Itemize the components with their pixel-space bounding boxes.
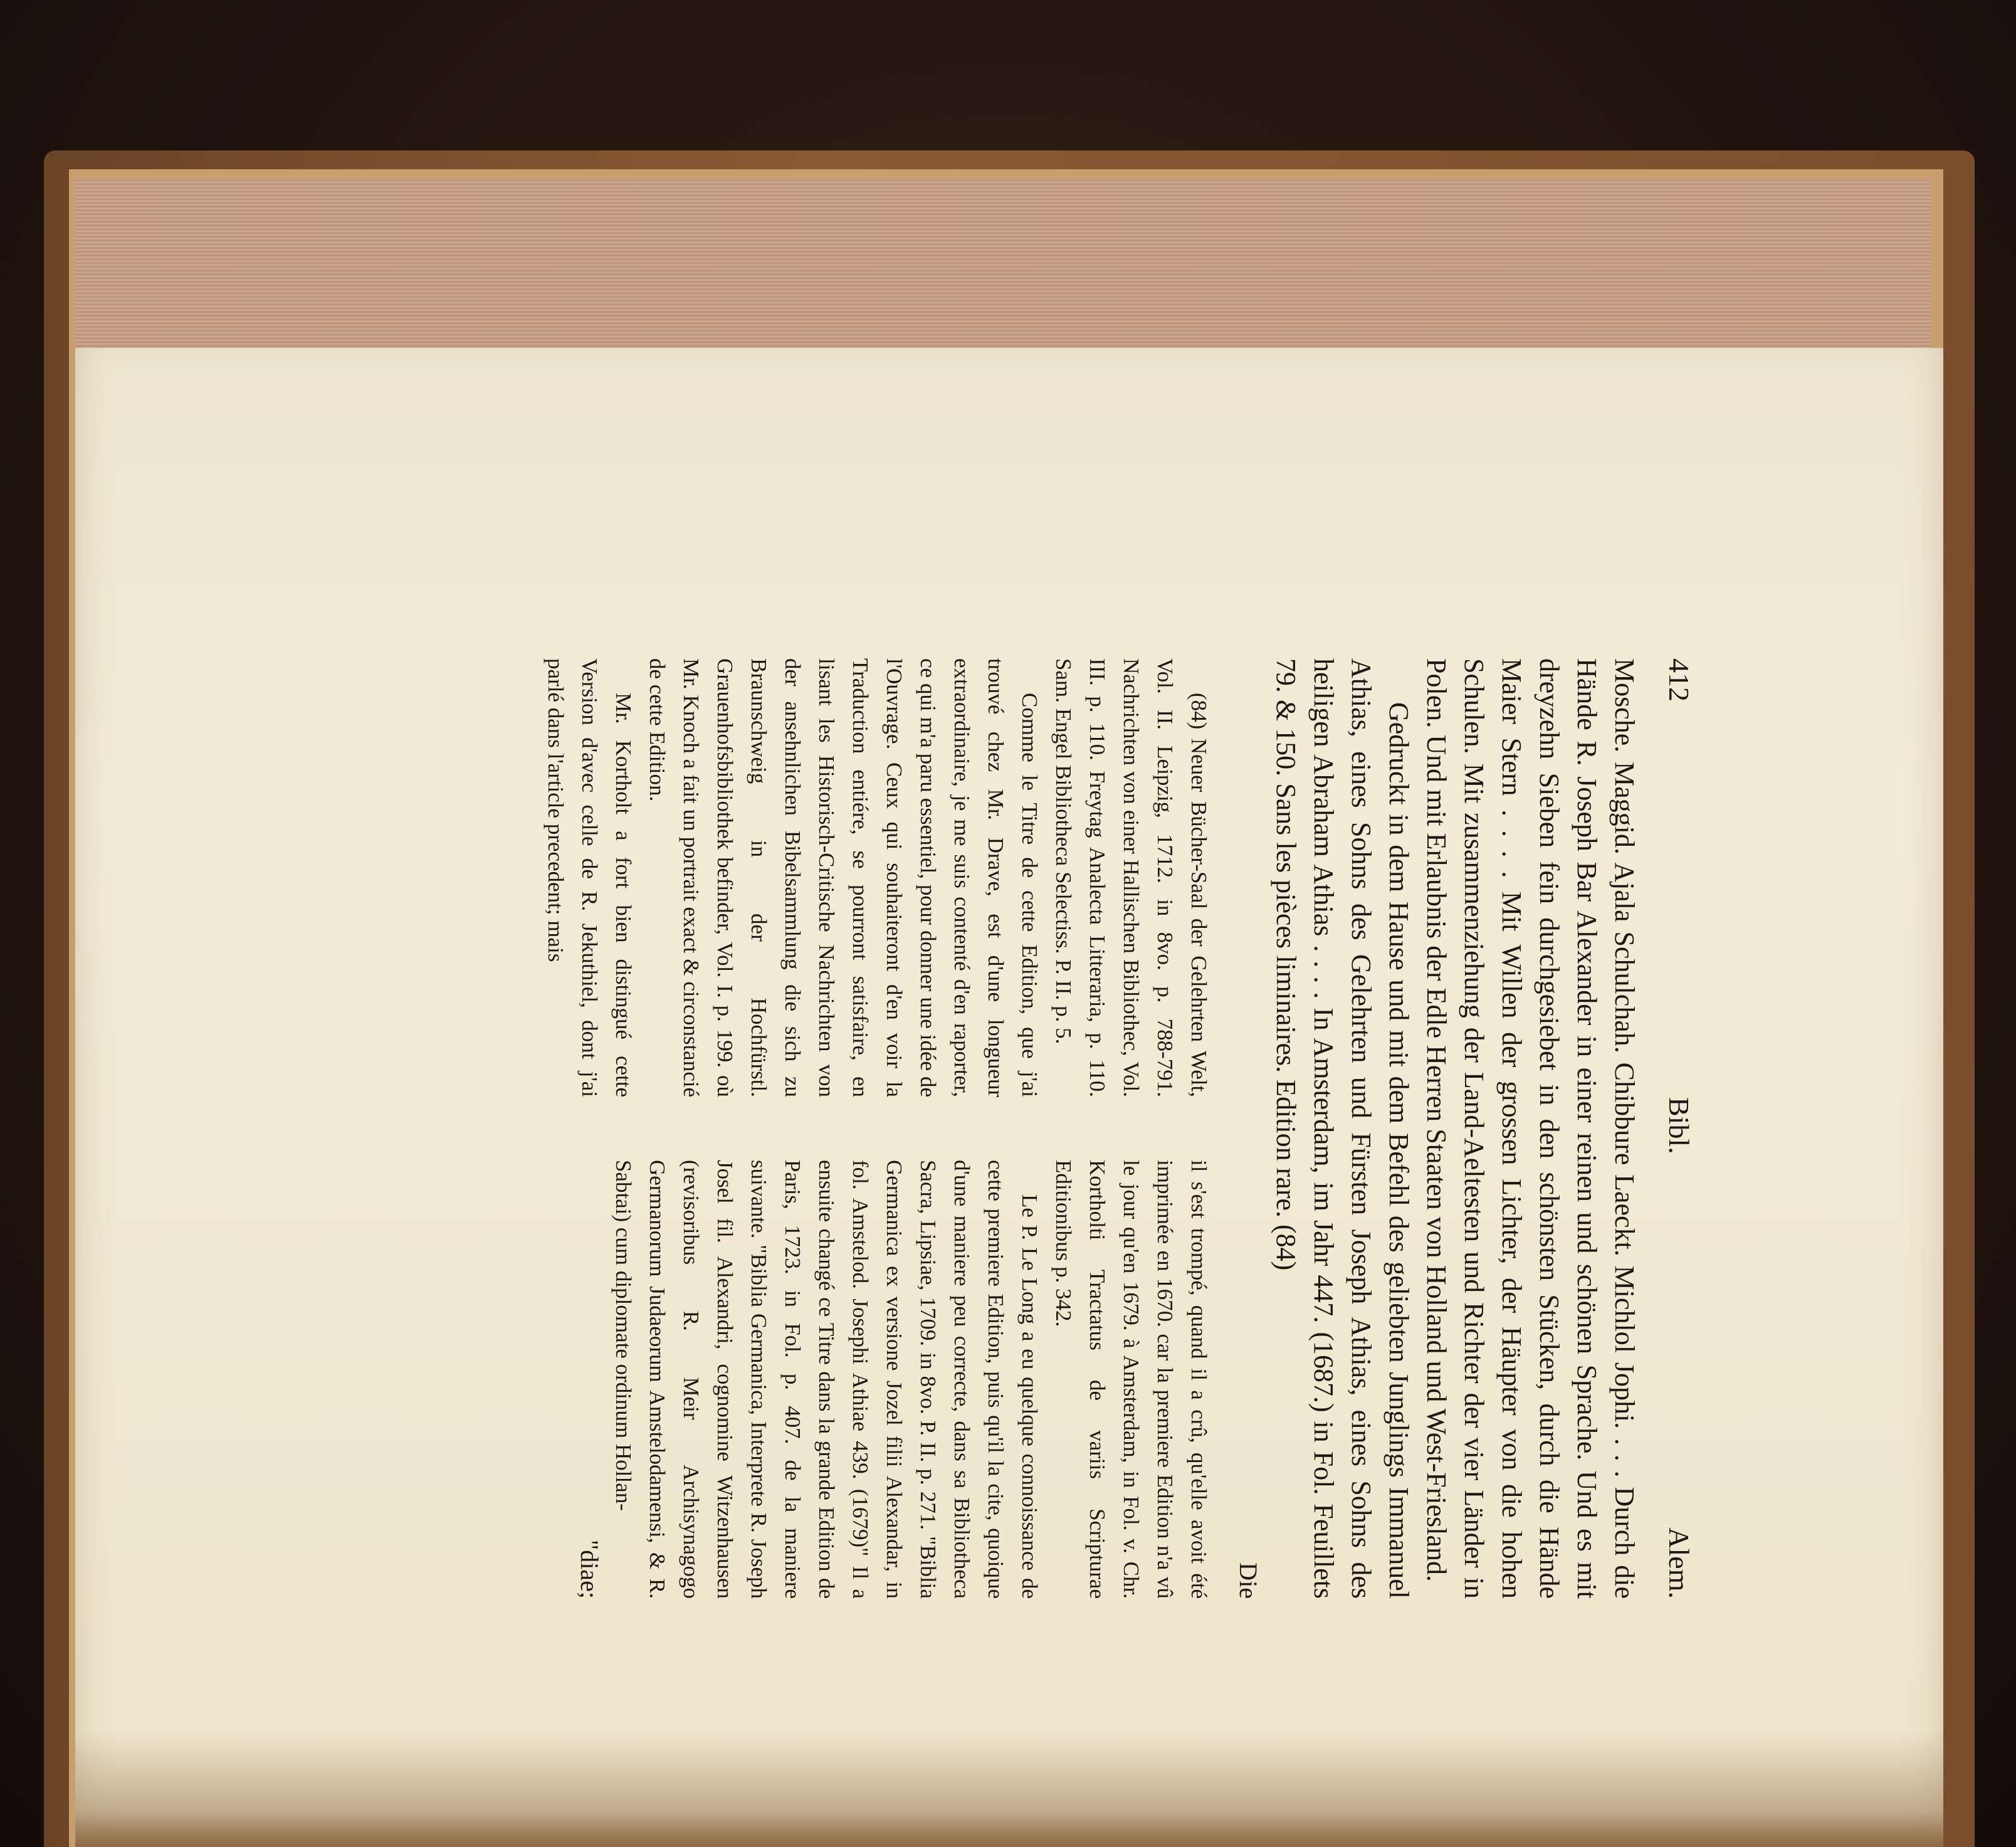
catchword-row bbox=[569, 1160, 606, 1599]
page-text-block bbox=[411, 658, 1696, 1599]
running-head-right: Alem. bbox=[1663, 1527, 1695, 1599]
page-gutter bbox=[75, 1730, 1943, 1847]
right-column bbox=[538, 1160, 1215, 1599]
catchword: "diae; bbox=[575, 1539, 604, 1599]
running-header bbox=[1652, 658, 1696, 1599]
running-head-center: Bibl. bbox=[1663, 1097, 1695, 1154]
page-edges bbox=[75, 179, 1931, 350]
column-paragraph: Comme le Titre de cette Edition, que j'ai trouvé chez Mr. Drave, est d'une longueur extraordinaire, je me suis contenté d'en raporter, ce qui m'a paru essentiel, pour donner une idée de l'Ouvrage. Ceux qui souhaiteront d'en voir la Traduction entiére, se pourront satisfaire, en lisant les Historisch-Critische Nachrichten von der ansehnlichen Bibelsammlung die sich zu Braunschweig in der Hochfürstl. Grauenhofsbibliothek befinder, Vol. I. p. 199. où Mr. Knoch a fait un portrait exact & circonstancié de cette Edition. bbox=[645, 658, 1042, 1097]
page-number: 412 bbox=[1663, 658, 1695, 702]
main-paragraph: Mosche. Maggid. Ajala Schulchah. Chibbure Laeckt. Michlol Jophi. . . . Durch die Hände R. Joseph Bar Alexander in einer reinen und schönen Sprache. Und es mit dreyzehn Sieben fein durchgesiebet in den schönsten Stücken, durch die Hände Maier Stern . . . . Mit Willen der grossen Lichter, der Häupter von die hohen Schulen. Mit zusammenziehung der Land-Aeltesten und Richter der vier Länder in Polen. Und mit Erlaubnis der Edle Herren Staaten von Holland und West-Friesland. bbox=[1421, 658, 1640, 1599]
footnote: (84) Neuer Bücher-Saal der Gelehrten Welt, Vol. II. Leipzig, 1712. in 8vo. p. 788-791. Nachrichten von einer Hallischen Bibliothec, Vol. III. p. 110. Freytag Analecta Litteraria, p. 110. Sam. Engel Bibliotheca Selectiss. P. II. p. 5. bbox=[1051, 658, 1211, 1097]
main-text bbox=[1229, 658, 1643, 1599]
left-column bbox=[538, 658, 1215, 1097]
two-columns bbox=[538, 658, 1215, 1599]
main-paragraph: Gedruckt in dem Hause und mit dem Befehl des geliebten Junglings Immanuel Athias, eines Sohns des Gelehrten und Fürsten Joseph Athias, eines Sohns des heiligen Abraham Athias . . . . In Amsterdam, im Jahr 447. (1687.) in Fol. Feuillets 79. & 150. Sans les pièces liminaires. Edition rare. (84) bbox=[1271, 658, 1414, 1599]
column-paragraph: Mr. Kortholt a fort bien distingué cette Version d'avec celle de R. Jekuthiel, dont j'ai parlé dans l'article precedent; mais bbox=[543, 658, 636, 1097]
catchword-main-row bbox=[1229, 658, 1267, 1599]
column-paragraph: Le P. Le Long a eu quelque connoissance de cette premiere Edition, puis qu'il la cite, quoique d'une maniere peu correcte, dans sa Bibliotheca Sacra, Lipsiae, 1709. in 8vo. P. II. p. 271. "Biblia Germanica ex versione Jozel filii Alexandar, in fol. Amstelod. Josephi Athiae 439. (1679)" Il a ensuite changé ce Titre dans la grande Edition de Paris, 1723. in Fol. p. 407. de la maniere suivante. "Biblia Germanica, Interprete R. Joseph Josel fil. Alexandri, cognomine Witzenhausen (revisoribus R. Meir Archisynagogo Germanorum Judaeorum Amstelodamensi, & R. Sabtai) cum diplomate ordinum Hollan- bbox=[611, 1160, 1042, 1599]
catchword-main: Die bbox=[1234, 1562, 1263, 1599]
column-paragraph: il s'est trompé, quand il a crû, qu'elle avoit été imprimée en 1670. car la premiere Edition n'a vû le jour qu'en 1679. à Amsterdam, in Fol. v. Chr. Kortholti Tractatus de variis Scripturae Editionibus p. 342. bbox=[1051, 1160, 1211, 1599]
